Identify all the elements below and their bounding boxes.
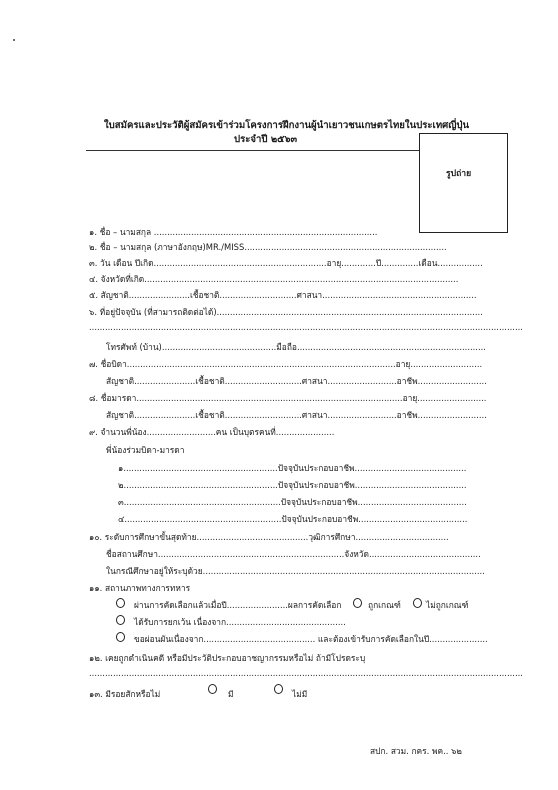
field-name[interactable]: ๑. ชื่อ – นามสกุล ....................................................................................: [89, 227, 378, 237]
criminal-record-label: ๑๒. เคยถูกดำเนินคดี หรือมีประวัติประกอบอาชญากรรมหรือไม่ ถ้ามีโปรดระบุ: [89, 653, 366, 663]
photo-box[interactable]: [419, 133, 508, 233]
field-phone[interactable]: โทรศัพท์ (บ้าน)...........................................มือถือ.......................................................................: [106, 342, 486, 352]
tattoo-label: ๑๓. มีรอยสักหรือไม่: [89, 689, 161, 699]
radio-tattoo-yes[interactable]: [208, 684, 217, 694]
radio-exempted[interactable]: [116, 615, 125, 625]
drafted-label: ถูกเกณฑ์: [368, 600, 401, 610]
field-father-details[interactable]: สัญชาติ.......................เชื้อชาติ.............................ศาสนา..........................อาชีพ..........................: [106, 376, 487, 386]
field-birthdate-age[interactable]: ๓. วัน เดือน ปีเกิด.................................................................อายุ.............ปี..............เดือน.................: [89, 258, 483, 268]
field-sibling-2[interactable]: ๒..........................................................ปัจจุบันประกอบอาชีพ..........................................: [118, 480, 467, 490]
field-education-level[interactable]: ๑๐. ระดับการศึกษาขั้นสุดท้าย..........................................วุฒิการศึกษา...................................: [89, 532, 449, 542]
field-sibling-3[interactable]: ๓...........................................................ปัจจุบันประกอบอาชีพ.........................................: [118, 497, 467, 507]
tattoo-yes-label: มี: [228, 689, 234, 699]
radio-not-drafted[interactable]: [413, 598, 422, 608]
radio-tattoo-no[interactable]: [274, 684, 283, 694]
field-school-name[interactable]: ชื่อสถานศึกษา......................................................................จังหวัด..........................................: [106, 549, 481, 559]
field-address[interactable]: ๖. ที่อยู่ปัจจุบัน (ที่สามารถติดต่อได้)....................................................................................................: [89, 307, 483, 317]
radio-drafted[interactable]: [353, 598, 362, 608]
form-year: ประจำปี ๒๕๖๓: [234, 134, 298, 145]
field-siblings-count[interactable]: ๙. จำนวนพี่น้อง..........................คน เป็นบุตรคนที่......................: [89, 427, 335, 437]
field-nationality[interactable]: ๕. สัญชาติ.......................เชื้อชาติ.............................ศาสนา..........................................................: [89, 290, 477, 300]
field-sibling-4[interactable]: ๔...........................................................ปัจจุบันประกอบอาชีพ.........................................: [118, 514, 468, 524]
not-drafted-label: ไม่ถูกเกณฑ์: [426, 600, 469, 610]
military-selected-label: ผ่านการคัดเลือกแล้วเมื่อปี.......................ผลการคัดเลือก: [134, 600, 342, 610]
photo-label: รูปถ่าย: [446, 169, 472, 179]
field-criminal-record[interactable]: ...................................................................................................................................................................: [89, 668, 523, 678]
footer-code: สปก. สวม. กคร. พค.. ๖๒: [370, 746, 462, 756]
radio-deferred[interactable]: [116, 632, 125, 642]
field-current-study[interactable]: ในกรณีศึกษาอยู่ให้ระบุด้วย..........................................................................................................: [106, 566, 485, 576]
siblings-label: พี่น้องร่วมบิดา-มารดา: [106, 445, 185, 455]
field-mother-name[interactable]: ๘. ชื่อมารดา....................................................................................................อายุ..........................: [89, 393, 487, 403]
field-name-english[interactable]: ๒. ชื่อ – นามสกุล (ภาษาอังกฤษ)MR./MISS............................................................................: [89, 242, 447, 252]
form-title: ใบสมัครและประวัติผู้สมัครเข้าร่วมโครงการฝึกงานผู้นำเยาวชนเกษตรไทยในประเทศญี่ปุ่น: [104, 120, 470, 131]
field-birth-province[interactable]: ๔. จังหวัดที่เกิด......................................................................................................................: [89, 274, 459, 284]
title-divider: [86, 150, 419, 151]
field-mother-details[interactable]: สัญชาติ.......................เชื้อชาติ.............................ศาสนา..........................อาชีพ..........................: [106, 410, 487, 420]
field-sibling-1[interactable]: ๑..........................................................ปัจจุบันประกอบอาชีพ..........................................: [118, 463, 467, 473]
radio-selected[interactable]: [116, 598, 125, 608]
deferred-label: ขอผ่อนผันเนื่องจาก.......................................... และต้องเข้ารับการคัดเลือกในปี......................: [134, 634, 488, 644]
military-status-label: ๑๑. สถานภาพทางการทหาร: [89, 583, 191, 593]
scan-dot: [13, 39, 15, 41]
field-father-name[interactable]: ๗. ชื่อบิดา.....................................................................................................อายุ...........................: [89, 359, 483, 369]
field-address-line2[interactable]: ...................................................................................................................................................................: [89, 322, 523, 332]
tattoo-no-label: ไม่มี: [292, 689, 308, 699]
exempted-label: ได้รับการยกเว้น เนื่องจาก.............................................: [134, 617, 346, 627]
